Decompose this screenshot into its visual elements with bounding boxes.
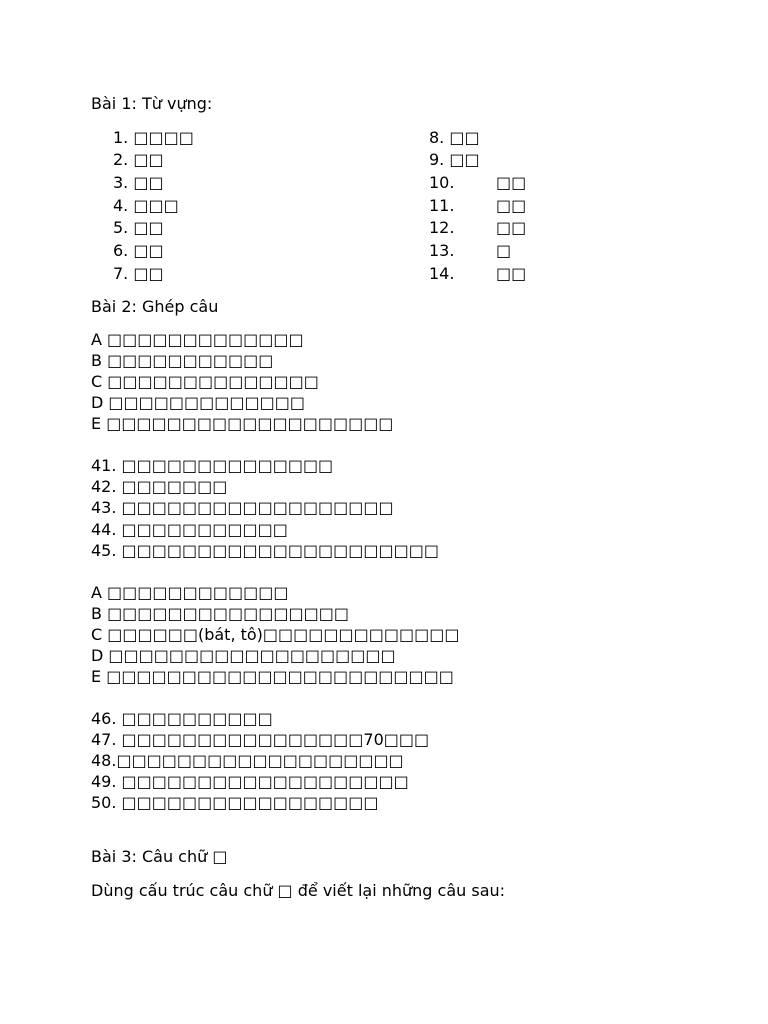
vocab-item: [113, 264, 164, 284]
vocab-item: [113, 218, 164, 238]
question-line: 42. □□□□□□□: [91, 477, 228, 496]
vocab-number: 8.: [429, 128, 445, 147]
question-line: 46. □□□□□□□□□□: [91, 709, 273, 728]
vocab-number: 13.: [429, 241, 455, 260]
vocab-word: □□: [133, 241, 164, 260]
vocab-word: □□: [496, 196, 527, 215]
exercise-3-instruction: Dùng cấu trúc câu chữ □ để viết lại những câu sau:: [91, 881, 506, 900]
question-line: 49. □□□□□□□□□□□□□□□□□□□: [91, 772, 409, 791]
exercise-1-heading: Bài 1: Từ vựng:: [91, 94, 213, 113]
option-line: E □□□□□□□□□□□□□□□□□□□□□□□: [91, 667, 454, 686]
vocab-item: [429, 264, 526, 284]
vocab-item: [429, 218, 526, 238]
option-line: B □□□□□□□□□□□□□□□□: [91, 604, 349, 623]
vocab-item: [429, 128, 480, 148]
vocab-number: 1.: [113, 128, 129, 147]
exercise-2-heading: Bài 2: Ghép câu: [91, 297, 219, 316]
vocab-number: 11.: [429, 196, 455, 215]
vocab-word: □□□: [133, 196, 179, 215]
vocab-item: [113, 128, 194, 148]
question-line: 43. □□□□□□□□□□□□□□□□□□: [91, 498, 394, 517]
vocab-word: □: [496, 241, 512, 260]
vocab-number: 2.: [113, 150, 129, 169]
option-line: E □□□□□□□□□□□□□□□□□□□: [91, 414, 394, 433]
vocab-number: 12.: [429, 218, 455, 237]
vocab-word: □□: [133, 150, 164, 169]
vocab-word: □□: [133, 173, 164, 192]
option-line: C □□□□□□(bát, tô)□□□□□□□□□□□□□: [91, 625, 460, 644]
vocab-word: □□: [133, 264, 164, 283]
vocab-number: 7.: [113, 264, 129, 283]
vocab-number: 6.: [113, 241, 129, 260]
vocab-number: 9.: [429, 150, 445, 169]
vocab-item: [429, 150, 480, 170]
vocab-number: 3.: [113, 173, 129, 192]
vocab-number: 10.: [429, 173, 455, 192]
question-line: 47. □□□□□□□□□□□□□□□□70□□□: [91, 730, 430, 749]
question-line: 48.□□□□□□□□□□□□□□□□□□□: [91, 751, 404, 770]
question-line: 44. □□□□□□□□□□□: [91, 520, 288, 539]
option-line: D □□□□□□□□□□□□□: [91, 393, 305, 412]
question-line: 50. □□□□□□□□□□□□□□□□□: [91, 793, 379, 812]
vocab-item: [113, 196, 179, 216]
exercise-3-heading: Bài 3: Câu chữ □: [91, 847, 228, 866]
vocab-item: [113, 241, 164, 261]
vocab-word: □□: [496, 218, 527, 237]
vocab-item: [113, 173, 164, 193]
vocab-item: [429, 196, 526, 216]
vocab-word: □□: [449, 150, 480, 169]
vocab-word: □□: [496, 173, 527, 192]
option-line: B □□□□□□□□□□□: [91, 351, 274, 370]
question-line: 45. □□□□□□□□□□□□□□□□□□□□□: [91, 541, 439, 560]
option-line: D □□□□□□□□□□□□□□□□□□□: [91, 646, 396, 665]
vocab-number: 4.: [113, 196, 129, 215]
vocab-item: [429, 173, 526, 193]
vocab-word: □□: [496, 264, 527, 283]
vocab-word: □□: [133, 218, 164, 237]
vocab-item: [429, 241, 511, 261]
vocab-number: 14.: [429, 264, 455, 283]
option-line: C □□□□□□□□□□□□□□: [91, 372, 319, 391]
vocab-word: □□□□: [133, 128, 194, 147]
vocab-item: [113, 150, 164, 170]
option-line: A □□□□□□□□□□□□: [91, 583, 289, 602]
vocab-number: 5.: [113, 218, 129, 237]
vocab-word: □□: [449, 128, 480, 147]
question-line: 41. □□□□□□□□□□□□□□: [91, 456, 334, 475]
option-line: A □□□□□□□□□□□□□: [91, 330, 304, 349]
